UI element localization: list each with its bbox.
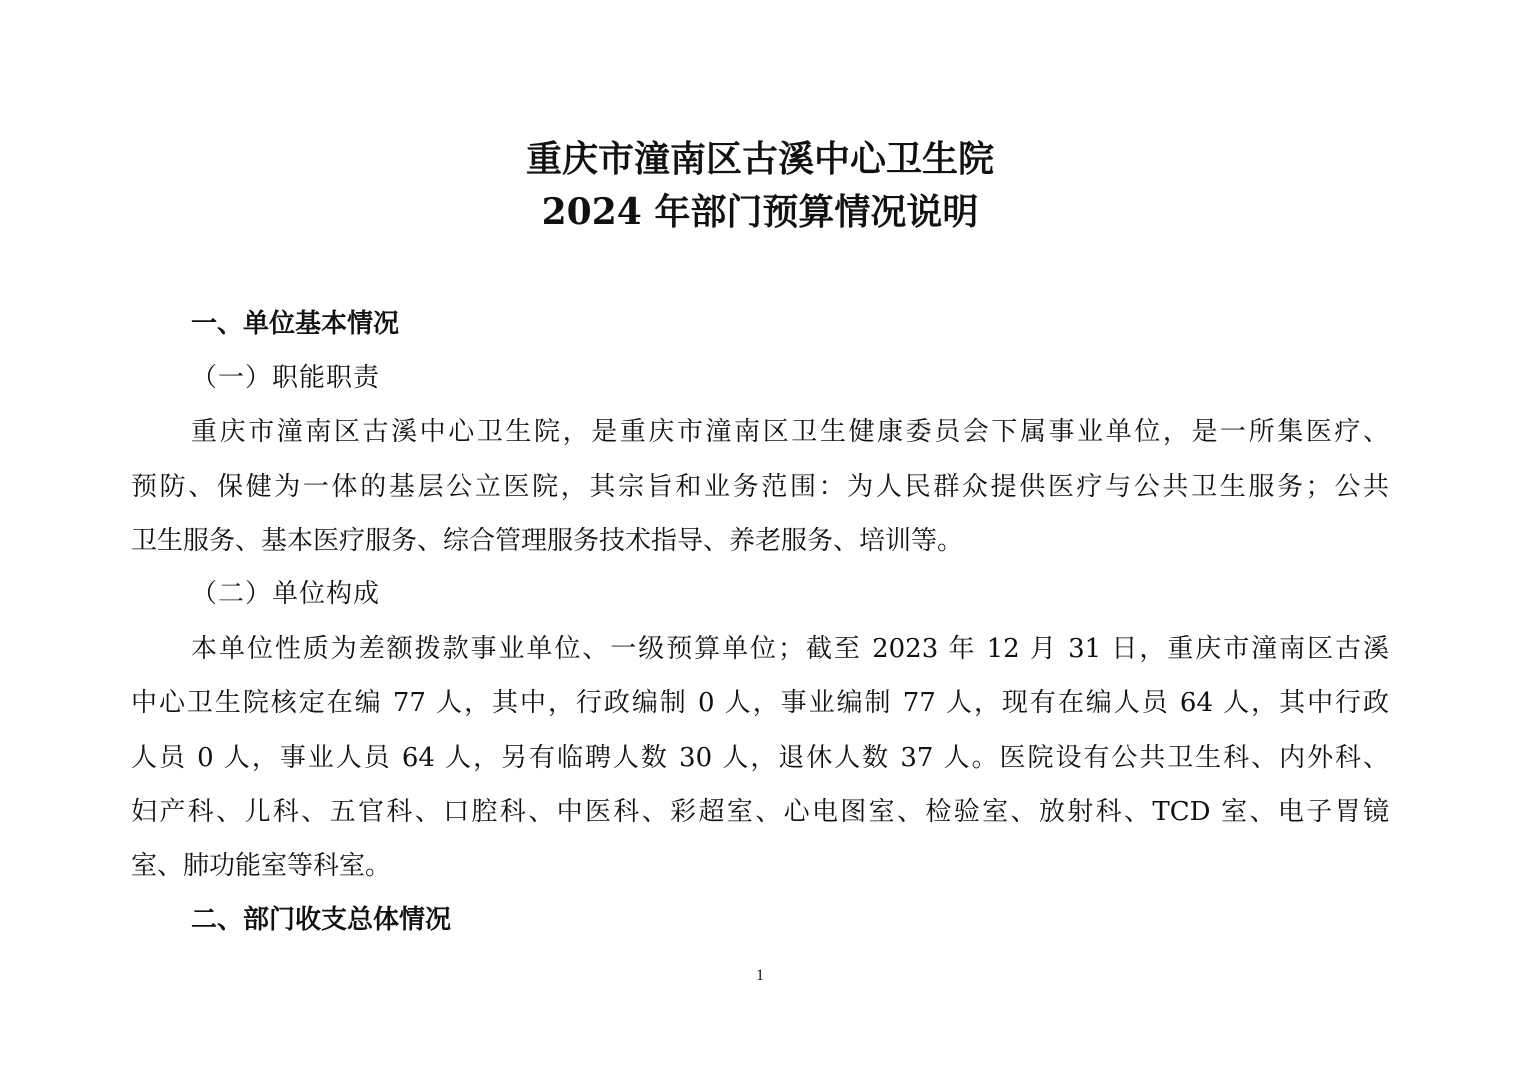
- section-heading-basic-info: 一、单位基本情况: [191, 309, 400, 339]
- paragraph-line: 中心卫生院核定在编 77 人，其中，行政编制 0 人，事业编制 77 人，现有在编人员 64 人，其中行政: [131, 688, 1389, 718]
- paragraph-line: 卫生服务、基本医疗服务、综合管理服务技术指导、养老服务、培训等。: [131, 526, 964, 556]
- title-line-2: 2024 年部门预算情况说明: [541, 191, 979, 233]
- paragraph-line: 室、肺功能室等科室。: [131, 851, 392, 881]
- section-heading-budget-overview: 二、部门收支总体情况: [191, 905, 452, 935]
- paragraph-line: 重庆市潼南区古溪中心卫生院，是重庆市潼南区卫生健康委员会下属事业单位，是一所集医疗、: [191, 417, 1389, 447]
- page-number: 1: [756, 967, 764, 984]
- paragraph-line: 预防、保健为一体的基层公立医院，其宗旨和业务范围：为人民群众提供医疗与公共卫生服务；公共: [131, 472, 1389, 502]
- subsection-heading-functions: （一）职能职责: [191, 363, 381, 393]
- paragraph-line: 人员 0 人，事业人员 64 人，另有临聘人数 30 人，退休人数 37 人。医院设有公共卫生科、内外科、: [131, 743, 1389, 773]
- paragraph-line: 本单位性质为差额拨款事业单位、一级预算单位；截至 2023 年 12 月 31 日，重庆市潼南区古溪: [191, 634, 1389, 664]
- paragraph-line: 妇产科、儿科、五官科、口腔科、中医科、彩超室、心电图室、检验室、放射科、TCD 室、电子胃镜: [131, 797, 1389, 827]
- subsection-heading-composition: （二）单位构成: [191, 579, 381, 609]
- title-line-1: 重庆市潼南区古溪中心卫生院: [525, 138, 994, 180]
